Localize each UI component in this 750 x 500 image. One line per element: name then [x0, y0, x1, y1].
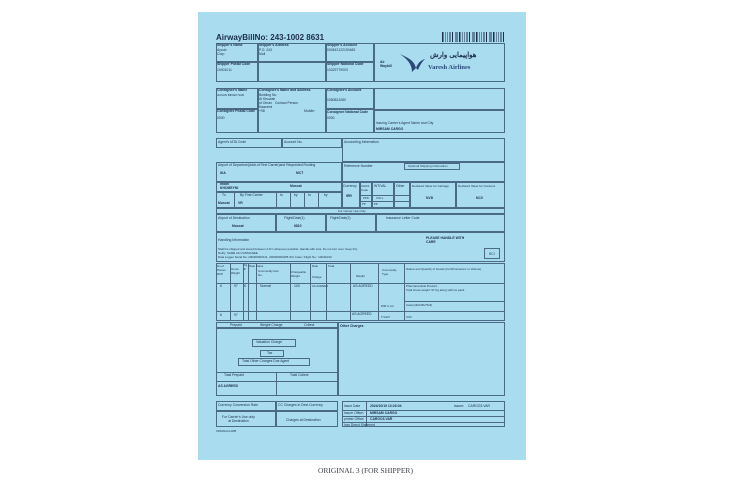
chgs-label: CHGS Code: [361, 184, 370, 192]
shipper-postal-label: Shipper Postal Code: [217, 62, 251, 66]
carrier-logo-cell: [374, 43, 505, 82]
carrier-logo-fa: هواپیمایی وارش: [430, 52, 477, 59]
departure-label: Airport of Departure(Addr.of First Carrier)and Requested Routing: [218, 163, 316, 167]
consignee-account-label: Consignee's Account: [327, 88, 362, 92]
awb-number-label: AirwayBillNo:: [216, 33, 269, 42]
routing-to3-label: to: [308, 193, 311, 197]
other-charges-cell: [338, 322, 505, 396]
shipper-postal: 10401011: [217, 68, 232, 72]
awb-number-value: 243-1002 8631: [270, 33, 325, 42]
printer-office-label: printer Office:: [344, 417, 365, 421]
h-commodity: Commodity Item No.: [258, 269, 280, 277]
routing-to-label: To: [222, 193, 226, 197]
shipper-address: P.O. 243 Muli: [259, 48, 272, 56]
consignee-name-label: Consignee's Name: [217, 88, 248, 92]
flight2-label: Flight/Date(2): [330, 216, 351, 220]
direct-shipment-label: Iran Direct Shipment: [344, 423, 375, 427]
shipper-name-label: Shipper's Name: [217, 43, 243, 47]
handling-text-3: Data Logger Serial No: 200409000141, 200409000185 SCI Code / Flight No.: 100443/12: [218, 255, 332, 259]
consignee-account: 0080824280: [327, 98, 346, 102]
routing-to-value: Muscat: [218, 201, 230, 205]
due-agent-label: Total Other Charges Due Agent: [242, 359, 290, 363]
coll-label: COLL: [376, 196, 384, 200]
row-weight: AS AGREED: [353, 284, 373, 288]
issuer-value: CARGO3.VAR: [468, 404, 490, 408]
destination-label: Airport of Destination: [218, 216, 250, 220]
pp2-value: PP: [374, 202, 378, 206]
row-gross: 97: [234, 284, 238, 288]
consignee-national-label: Consignee National Code: [327, 110, 369, 114]
conversion-label: Currency Conversion Rate: [218, 403, 258, 407]
vol-value: 0.63: [406, 315, 412, 319]
routing-by3-label: by: [324, 193, 328, 197]
row-rate: AS AGREED: [312, 284, 329, 288]
handling-text-2: Notify: SAME AS CONSIGNEE: [218, 251, 258, 255]
total-gross: 97: [234, 313, 238, 317]
shipper-account: 000812122190483: [327, 48, 356, 52]
sheet-code: ORIGINAL3 AWB: [216, 430, 237, 433]
ppd-label: PPD: [363, 196, 369, 200]
departure-to: MCT: [296, 171, 304, 175]
consignee-national: 0030: [327, 116, 335, 120]
h-charge: Charge: [312, 275, 322, 279]
sci-label: SCI: [489, 252, 495, 256]
flight1-value: 6810: [294, 224, 302, 228]
shipper-extra-cell: [258, 62, 326, 82]
consignee-postal-label: Consignee Postal Code: [217, 109, 255, 113]
insurance-label: Insurance Letter Code: [386, 216, 420, 220]
declared-customs-label: Declared Value for Customs: [458, 184, 496, 188]
handling-please: PLEASE HANDLE WITH CARE: [426, 236, 465, 244]
destination-value: Muscat: [232, 224, 244, 228]
as-agreed-value: AS AGREED: [218, 384, 239, 388]
h-total: Total: [328, 264, 335, 268]
h-chargeable: Chargeable Weight: [291, 270, 306, 278]
routing-carrier-value: VR: [238, 201, 243, 205]
printer-office-value: CARGO3.VAR: [370, 417, 393, 421]
varesh-bird-icon: [398, 50, 426, 74]
carrier-logo-en: Varesh Airlines: [428, 64, 471, 71]
shipper-name: Ayoub Corp: [217, 48, 227, 56]
declared-customs-value: NCV: [476, 196, 484, 200]
row-unit: K: [244, 284, 247, 288]
shipper-national: 10329779003: [327, 68, 348, 72]
total-pieces: 6: [220, 313, 222, 317]
air-waybill-label: Air Waybill: [380, 60, 392, 68]
departure-from: IKA: [220, 171, 226, 175]
total-weight: AS AGREED: [352, 312, 372, 316]
collect-label: Collect: [304, 323, 315, 327]
issuing-agent-value: MIRSAM CARGO: [376, 127, 404, 131]
dim-label: DIM in cm: [381, 304, 395, 308]
other-charges-label: Other Charges: [340, 324, 364, 328]
tax-label: Tax: [267, 351, 273, 355]
reference-label: Reference Number: [344, 164, 373, 168]
currency-value: IRR: [346, 194, 352, 198]
agent-iata-label: Agent's IATA Code: [218, 140, 247, 144]
weight-charge-label: Weight Charge: [260, 323, 283, 327]
h-rate-class: Rate Class: [249, 264, 264, 268]
row-nature-1: Pharmaceutical Product,: [406, 284, 438, 288]
issuer-office-label: Issuer Office:: [344, 411, 364, 415]
charges-dest-label: Charges at Destination: [286, 418, 321, 422]
wtval-label: WT/VAL: [374, 184, 387, 188]
row-chargeable: 103: [294, 284, 300, 288]
h-nature: Nature and Quantity of Goods (incl.Dimensions or Volume): [406, 267, 482, 271]
consignee-postal: 0000: [217, 116, 225, 120]
pp1-value: PP: [362, 202, 366, 206]
prepaid-label: Prepaid: [230, 323, 242, 327]
h-weight: Weight: [356, 274, 365, 278]
h-gross: Gross Weight: [231, 267, 240, 275]
consignee-name: HASAN BIDARI SAR: [217, 93, 245, 97]
issuer-office-value: MIRSAM CARGO: [370, 411, 398, 415]
consignee-address: Building No Al Khuwair of Oman Contact Person Kaazemi +98: [259, 93, 299, 113]
shipper-national-label: Shipper National Code: [327, 62, 364, 66]
carrier-blank-cell: [374, 88, 505, 110]
carrier-use-label: For Carrier Use Only: [338, 209, 366, 213]
h-rate: Rate: [312, 264, 319, 268]
handling-text-1: Shall be shipped and stored between 2-8 C whenever possible. Handle with care. Do not turn over. Keep Dry: [218, 247, 358, 251]
declared-carriage-value: NVD: [426, 196, 434, 200]
dim-value: Carton(30x28x75x6): [406, 303, 433, 307]
valuation-charge-label: Valuation Charge: [256, 340, 282, 344]
routing-from-city: Imam KHOMEYNI: [220, 182, 239, 190]
shipper-address-label: Shipper's Address: [259, 43, 289, 47]
handling-label: Handling Information: [218, 238, 250, 242]
declared-carriage-label: Declared Value for Carriage: [412, 184, 449, 188]
consignee-address-label: Consignee's Name and Address: [259, 88, 311, 92]
account-no-label: Account No.: [284, 140, 303, 144]
total-collect-label: Total Collect: [290, 373, 309, 377]
row-pieces: 6: [220, 284, 222, 288]
total-prepaid-label: Total Prepaid: [224, 373, 244, 377]
issue-date-value: 2024/10/19 13:26:04: [370, 404, 402, 408]
consignee-mobile-label: Mobile:: [304, 109, 315, 113]
h-kg: Kg lb: [244, 264, 248, 271]
currency-label: Currency: [343, 184, 357, 188]
routing-first-carrier-label: By First Carrier: [240, 193, 263, 197]
optional-shipping-label: Optional Shipping Information: [408, 164, 448, 168]
routing-to-city: Muscat: [290, 184, 302, 188]
h-pieces: No.of Pieces RCP: [217, 264, 226, 276]
flight1-label: Flight/Date(1): [284, 216, 305, 220]
vol-label: T.Vol/V: [381, 315, 390, 319]
other-label: Other: [396, 184, 405, 188]
issue-date-label: Issue Date: [344, 404, 361, 408]
copy-label: ORIGINAL 3 (FOR SHIPPER): [318, 466, 413, 475]
issuing-agent-label: Issuing Carrier's Agent Name and City: [376, 121, 434, 125]
cc-charges-label: CC Charges in Dest.Currency: [278, 403, 323, 407]
routing-by2-label: by: [294, 193, 298, 197]
issuer-label: Issuer:: [454, 404, 465, 408]
row-nature-2: Total Gross weight: 97 Kg along with ice pack.: [406, 288, 465, 292]
carrier-dest-label: For Carrier's Use only at Destination: [222, 415, 255, 423]
airway-bill-sheet: [198, 12, 526, 460]
h-commodity-type: Commodity Type: [382, 268, 397, 276]
shipper-account-label: Shipper's Account: [327, 43, 357, 47]
barcode-icon: [442, 32, 504, 42]
row-commodity: Normal: [260, 284, 271, 288]
routing-to2-label: to: [280, 193, 283, 197]
awb-number: [216, 33, 324, 42]
accounting-info-label: Accounting Information: [344, 140, 379, 144]
